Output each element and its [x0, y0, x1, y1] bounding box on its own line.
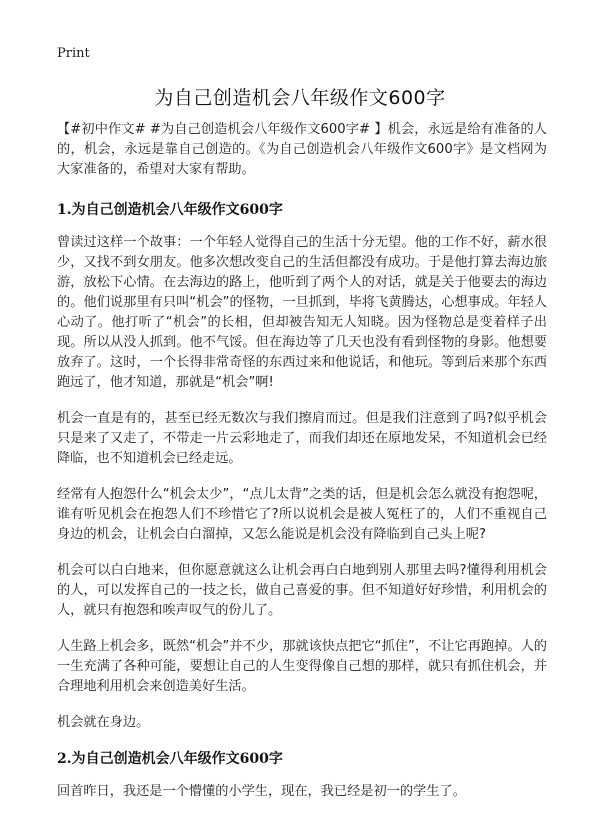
section-1-paragraph-6: 机会就在身边。 [57, 715, 150, 730]
print-link[interactable]: Print [57, 46, 90, 61]
intro-paragraph: 【#初中作文# #为自己创造机会八年级作文600字# 】机会，永远是给有准备的人的，机会，永远是靠自己创造的。《为自己创造机会八年级作文600字》是文档网为大家准备的，希望对大家有帮助。 [57, 122, 547, 177]
section-1-paragraph-2: 机会一直是有的，甚至已经无数次与我们擦肩而过。但是我们注意到了吗?似乎机会只是来了又走了，不带走一片云彩地走了，而我们却还在原地发呆，不知道机会已经降临，也不知道机会已经走远。 [57, 411, 547, 466]
section-2-paragraph-1: 回首昨日，我还是一个懵懂的小学生，现在，我已经是初一的学生了。 [57, 784, 466, 799]
section-heading-1: 1.为自己创造机会八年级作文600字 [57, 202, 283, 218]
section-1-paragraph-1: 曾读过这样一个故事：一个年轻人觉得自己的生活十分无望。他的工作不好，薪水很少，又找不到女朋友。他多次想改变自己的生活但都没有成功。于是他打算去海边旅游，放松下心情。在去海边的路上，他听到了两个人的对话，就是关于他要去的海边的。他们说那里有只叫“机会”的怪物，一旦抓到，毕将飞黄腾达，心想事成。年轻人心动了。他打听了“机会”的长相，但却被告知无人知晓。因为怪物总是变着样子出现。所以从没人抓到。他不气馁。但在海边等了几天也没有看到怪物的身影。他想要放弃了。这时，一个长得非常奇怪的东西过来和他说话，和他玩。等到后来那个东西跑远了，他才知道，那就是“机会”啊! [57, 235, 547, 390]
section-1-paragraph-4: 机会可以白白地来，但你愿意就这么让机会再白白地到别人那里去吗?懂得利用机会的人，可以发挥自己的一技之长，做自己喜爱的事。但不知道好好珍惜，利用机会的人，就只有抱怨和唉声叹气的份儿了。 [57, 563, 547, 618]
page-title: 为自己创造机会八年级作文600字 [154, 87, 446, 109]
section-1-paragraph-3: 经常有人抱怨什么“机会太少”，“点儿太背”之类的话，但是机会怎么就没有抱怨呢，谁有听见机会在抱怨人们不珍惜它了?所以说机会是被人冤枉了的，人们不重视自己身边的机会，让机会白白溜掉，又怎么能说是机会没有降临到自己头上呢? [57, 487, 547, 542]
section-heading-2: 2.为自己创造机会八年级作文600字 [57, 751, 283, 767]
article-body [57, 120, 547, 818]
section-1-paragraph-5: 人生路上机会多，既然“机会”并不少，那就该快点把它“抓住”，不让它再跑掉。人的一生充满了各种可能，要想让自己的人生变得像自己想的那样，就只有抓住机会，并合理地利用机会来创造美好生活。 [57, 639, 547, 694]
